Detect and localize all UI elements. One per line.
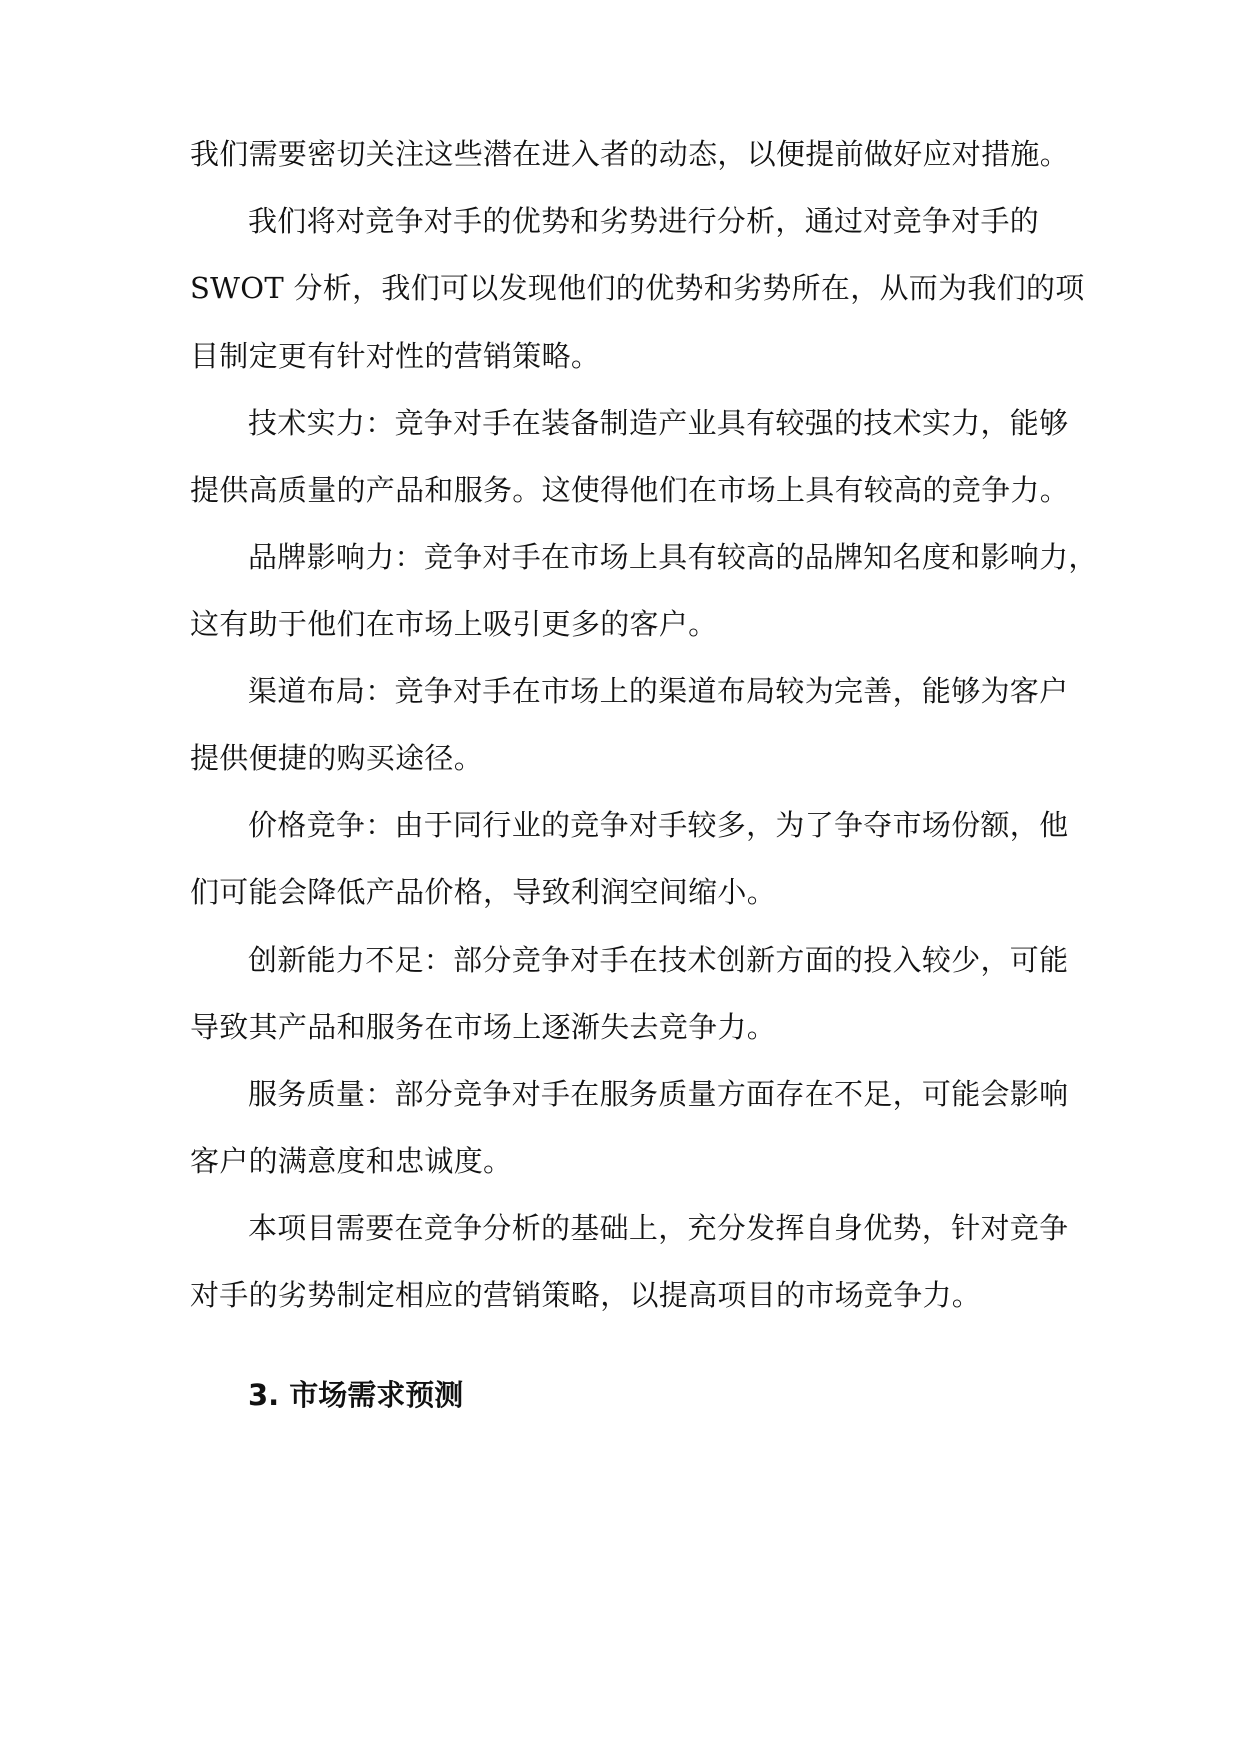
paragraph-line: 品牌影响力：竞争对手在市场上具有较高的品牌知名度和影响力，	[248, 540, 1098, 574]
paragraph-line: 客户的满意度和忠诚度。	[190, 1144, 513, 1178]
paragraph-line: 本项目需要在竞争分析的基础上，充分发挥自身优势，针对竞争	[248, 1211, 1069, 1245]
paragraph-line: 创新能力不足：部分竞争对手在技术创新方面的投入较少，可能	[248, 943, 1069, 977]
paragraph-line: 提供高质量的产品和服务。这使得他们在市场上具有较高的竞争力。	[190, 473, 1070, 507]
paragraph-line: 渠道布局：竞争对手在市场上的渠道布局较为完善，能够为客户	[248, 674, 1069, 708]
paragraph-line: 服务质量：部分竞争对手在服务质量方面存在不足，可能会影响	[248, 1077, 1069, 1111]
paragraph-line: 技术实力：竞争对手在装备制造产业具有较强的技术实力，能够	[248, 406, 1069, 440]
paragraph-line: 提供便捷的购买途径。	[190, 741, 484, 775]
paragraph-line: 们可能会降低产品价格，导致利润空间缩小。	[190, 875, 777, 909]
paragraph-line: 导致其产品和服务在市场上逐渐失去竞争力。	[190, 1010, 777, 1044]
section-heading: 3. 市场需求预测	[248, 1378, 464, 1412]
paragraph-line: SWOT 分析，我们可以发现他们的优势和劣势所在，从而为我们的项	[190, 271, 1085, 305]
paragraph-line: 价格竞争：由于同行业的竞争对手较多，为了争夺市场份额，他	[248, 808, 1069, 842]
paragraph-line: 目制定更有针对性的营销策略。	[190, 339, 601, 373]
paragraph-line: 这有助于他们在市场上吸引更多的客户。	[190, 607, 718, 641]
paragraph-line: 对手的劣势制定相应的营销策略，以提高项目的市场竞争力。	[190, 1278, 982, 1312]
paragraph-line: 我们需要密切关注这些潜在进入者的动态，以便提前做好应对措施。	[190, 137, 1070, 171]
paragraph-line: 我们将对竞争对手的优势和劣势进行分析，通过对竞争对手的	[248, 204, 1040, 238]
